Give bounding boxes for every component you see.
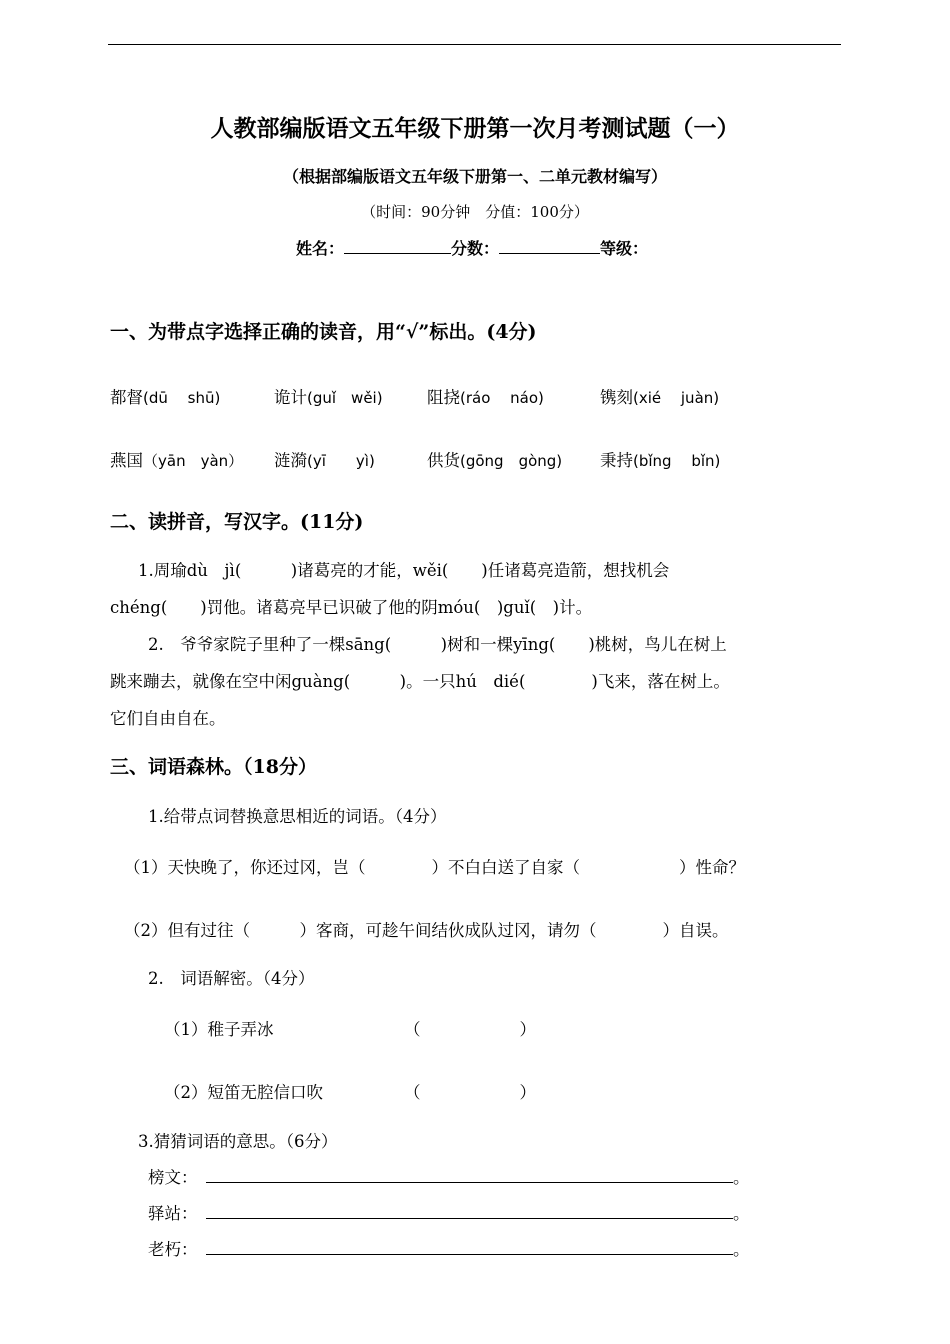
- s1-item: 阻挠(ráo náo): [427, 388, 544, 407]
- name-label: 姓名：: [296, 239, 345, 258]
- s3-q2-a-text: （1）稚子弄冰: [164, 1020, 274, 1039]
- s3-q2-b-blank[interactable]: （ ）: [404, 1083, 536, 1102]
- s2-q1-line2: chéng( )罚他。诸葛亮早已识破了他的阴móu( )guǐ( )计。: [110, 598, 593, 617]
- page-title: 人教部编版语文五年级下册第一次月考测试题（一）: [210, 115, 740, 142]
- score-blank[interactable]: [499, 239, 600, 254]
- s2-q2-line2: 跳来蹦去，就像在空中闲guàng( )。一只hú dié( )飞来，落在树上。: [110, 672, 730, 691]
- s3-q2-a-blank[interactable]: （ ）: [404, 1020, 536, 1039]
- section2-heading: 二、读拼音，写汉字。(11分): [110, 511, 364, 533]
- s3-q3-label: 驿站：: [148, 1204, 198, 1223]
- s3-q3-label: 榜文：: [148, 1168, 198, 1187]
- page-subtitle: （根据部编版语文五年级下册第一、二单元教材编写）: [282, 167, 667, 186]
- s1-item: 镌刻(xié juàn): [600, 388, 720, 407]
- s2-q1-line1: 1.周瑜dù jì( )诸葛亮的才能，wěi( )任诸葛亮造箭，想找机会: [138, 561, 670, 580]
- s1-item: 秉持(bǐng bǐn): [600, 451, 721, 470]
- section3-heading: 三、词语森林。（18分）: [110, 756, 317, 778]
- s3-q1-title: 1.给带点词替换意思相近的词语。（4分）: [148, 807, 447, 826]
- answer-line[interactable]: [206, 1218, 733, 1219]
- s1-item: 诡计(guǐ wěi): [274, 388, 383, 407]
- section1-heading: 一、为带点字选择正确的读音，用“√”标出。(4分): [110, 321, 537, 343]
- s3-q1-b: （2）但有过往（ ）客商，可趁午间结伙成队过冈，请勿（ ）自误。: [124, 921, 729, 940]
- s3-q3-end: 。: [733, 1240, 750, 1259]
- s3-q1-a: （1）天快晚了，你还过冈，岂（ ）不白白送了自家（ ）性命？: [124, 858, 745, 877]
- student-info-line: [296, 236, 648, 259]
- s3-q3-title: 3.猜猜词语的意思。（6分）: [138, 1132, 338, 1151]
- s3-q2-b-text: （2）短笛无腔信口吹: [164, 1083, 323, 1102]
- top-rule: [108, 44, 841, 45]
- s1-item: 涟漪(yī yì): [274, 451, 375, 470]
- s3-q3-label: 老朽：: [148, 1240, 198, 1259]
- grade-label: 等级：: [600, 239, 649, 258]
- s3-q2-title: 2. 词语解密。（4分）: [148, 969, 315, 988]
- s2-q2-line3: 它们自由自在。: [110, 709, 226, 728]
- answer-line[interactable]: [206, 1182, 733, 1183]
- s1-item: 都督(dū shū): [110, 388, 221, 407]
- s3-q3-end: 。: [733, 1204, 750, 1223]
- name-blank[interactable]: [344, 239, 451, 254]
- s1-item: 燕国（yān yàn）: [110, 451, 244, 470]
- score-label: 分数：: [451, 239, 500, 258]
- s2-q2-line1: 2. 爷爷家院子里种了一棵sāng( )树和一棵yīng( )桃树，鸟儿在树上: [148, 635, 727, 654]
- answer-line[interactable]: [206, 1254, 733, 1255]
- s3-q3-end: 。: [733, 1168, 750, 1187]
- time-info: （时间：90分钟 分值：100分）: [361, 203, 589, 221]
- s1-item: 供货(gōng gòng): [427, 451, 563, 470]
